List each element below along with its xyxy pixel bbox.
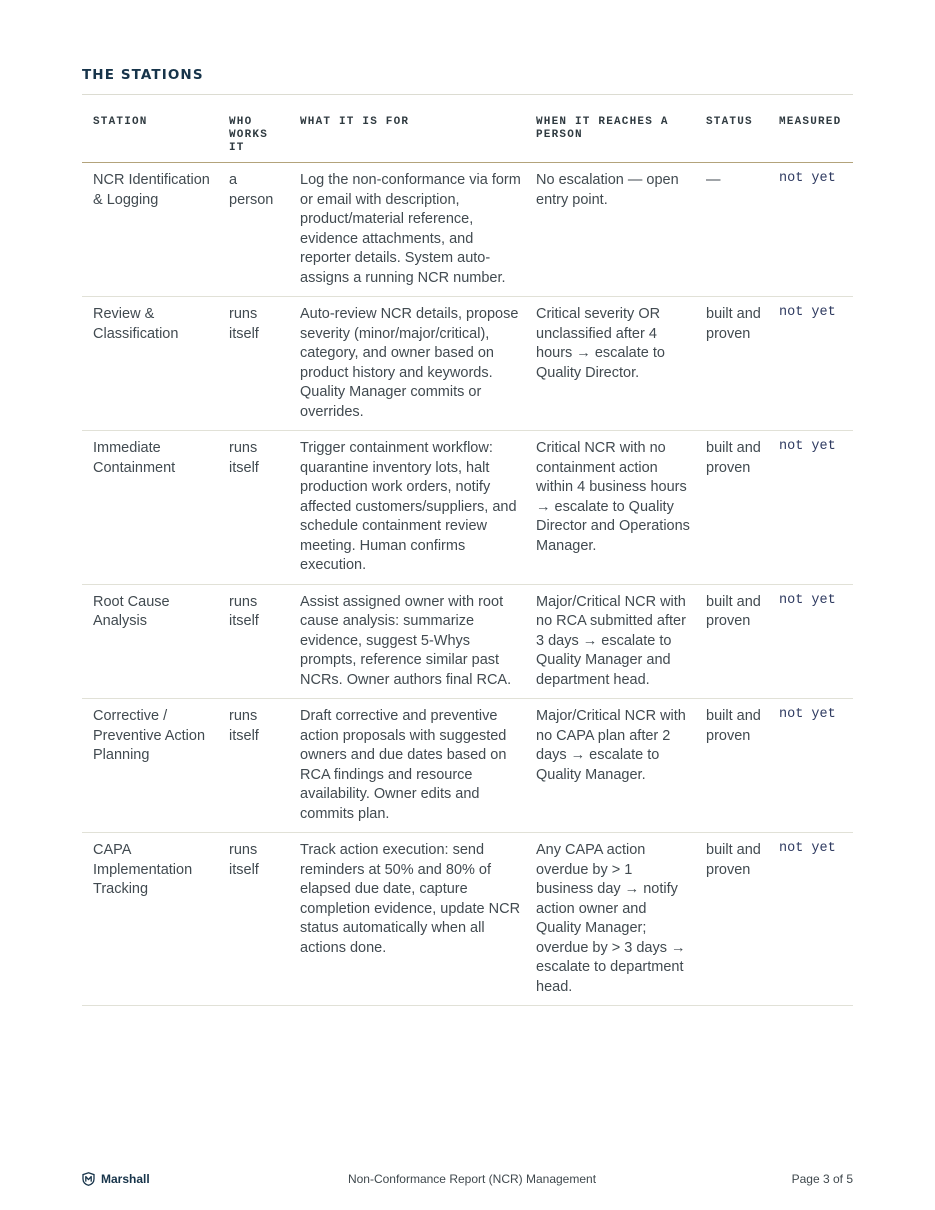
what-it-is-for-cell: Draft corrective and preventive action proposals with suggested owners and due dates based on RCA findings and resource availability. Owner edits and commits plan. — [289, 699, 525, 833]
measured-cell: not yet — [768, 699, 853, 833]
status-cell: built and proven — [695, 431, 768, 585]
when-it-reaches-a-person-cell: No escalation — open entry point. — [525, 163, 695, 297]
station-cell: Corrective / Preventive Action Planning — [82, 699, 218, 833]
station-cell: Immediate Containment — [82, 431, 218, 585]
table-row — [82, 584, 853, 699]
station-cell: Review & Classification — [82, 297, 218, 431]
table-row — [82, 699, 853, 833]
table-row — [82, 163, 853, 297]
column-header-station: STATION — [82, 95, 218, 163]
status-cell: built and proven — [695, 297, 768, 431]
who-works-it-cell: runs itself — [218, 584, 289, 699]
what-it-is-for-cell: Auto-review NCR details, propose severity (minor/major/critical), category, and owner based on product history and keywords. Quality Manager commits or overrides. — [289, 297, 525, 431]
measured-cell: not yet — [768, 431, 853, 585]
footer-page-number: Page 3 of 5 — [791, 1172, 853, 1186]
what-it-is-for-cell: Trigger containment workflow: quarantine inventory lots, halt production work orders, notify affected customers/suppliers, and schedule containment review meeting. Human confirms execution. — [289, 431, 525, 585]
table-header-row — [82, 95, 853, 163]
what-it-is-for-cell: Track action execution: send reminders at 50% and 80% of elapsed due date, capture completion evidence, update NCR status automatically when all actions done. — [289, 833, 525, 1006]
column-header-who-works-it: WHO WORKS IT — [218, 95, 289, 163]
stations-table — [82, 95, 853, 1006]
column-header-status: STATUS — [695, 95, 768, 163]
column-header-measured: MEASURED — [768, 95, 853, 163]
when-it-reaches-a-person-cell: Critical severity OR unclassified after 4 hours → escalate to Quality Director. — [525, 297, 695, 431]
who-works-it-cell: runs itself — [218, 431, 289, 585]
status-cell: built and proven — [695, 833, 768, 1006]
table-row — [82, 297, 853, 431]
page-footer — [82, 1172, 853, 1188]
column-header-what-it-is-for: WHAT IT IS FOR — [289, 95, 525, 163]
who-works-it-cell: runs itself — [218, 833, 289, 1006]
who-works-it-cell: runs itself — [218, 297, 289, 431]
who-works-it-cell: a person — [218, 163, 289, 297]
footer-brand-name: Marshall — [101, 1172, 150, 1186]
when-it-reaches-a-person-cell: Any CAPA action overdue by > 1 business day → notify action owner and Quality Manager; overdue by > 3 days → escalate to department head. — [525, 833, 695, 1006]
status-cell: — — [695, 163, 768, 297]
what-it-is-for-cell: Assist assigned owner with root cause analysis: summarize evidence, suggest 5-Whys prompts, reference similar past NCRs. Owner authors final RCA. — [289, 584, 525, 699]
section-title: THE STATIONS — [82, 67, 204, 83]
station-cell: Root Cause Analysis — [82, 584, 218, 699]
when-it-reaches-a-person-cell: Major/Critical NCR with no CAPA plan after 2 days → escalate to Quality Manager. — [525, 699, 695, 833]
station-cell: CAPA Implementation Tracking — [82, 833, 218, 1006]
station-cell: NCR Identification & Logging — [82, 163, 218, 297]
when-it-reaches-a-person-cell: Major/Critical NCR with no RCA submitted after 3 days → escalate to Quality Manager and department head. — [525, 584, 695, 699]
footer-document-title: Non-Conformance Report (NCR) Management — [347, 1172, 597, 1186]
column-header-when-it-reaches-a-person: WHEN IT REACHES A PERSON — [525, 95, 695, 163]
table-row — [82, 833, 853, 1006]
measured-cell: not yet — [768, 163, 853, 297]
measured-cell: not yet — [768, 833, 853, 1006]
measured-cell: not yet — [768, 297, 853, 431]
table-row — [82, 431, 853, 585]
measured-cell: not yet — [768, 584, 853, 699]
who-works-it-cell: runs itself — [218, 699, 289, 833]
status-cell: built and proven — [695, 699, 768, 833]
status-cell: built and proven — [695, 584, 768, 699]
what-it-is-for-cell: Log the non-conformance via form or email with description, product/material reference, evidence attachments, and reporter details. System auto-assigns a running NCR number. — [289, 163, 525, 297]
when-it-reaches-a-person-cell: Critical NCR with no containment action within 4 business hours → escalate to Quality Director and Operations Manager. — [525, 431, 695, 585]
